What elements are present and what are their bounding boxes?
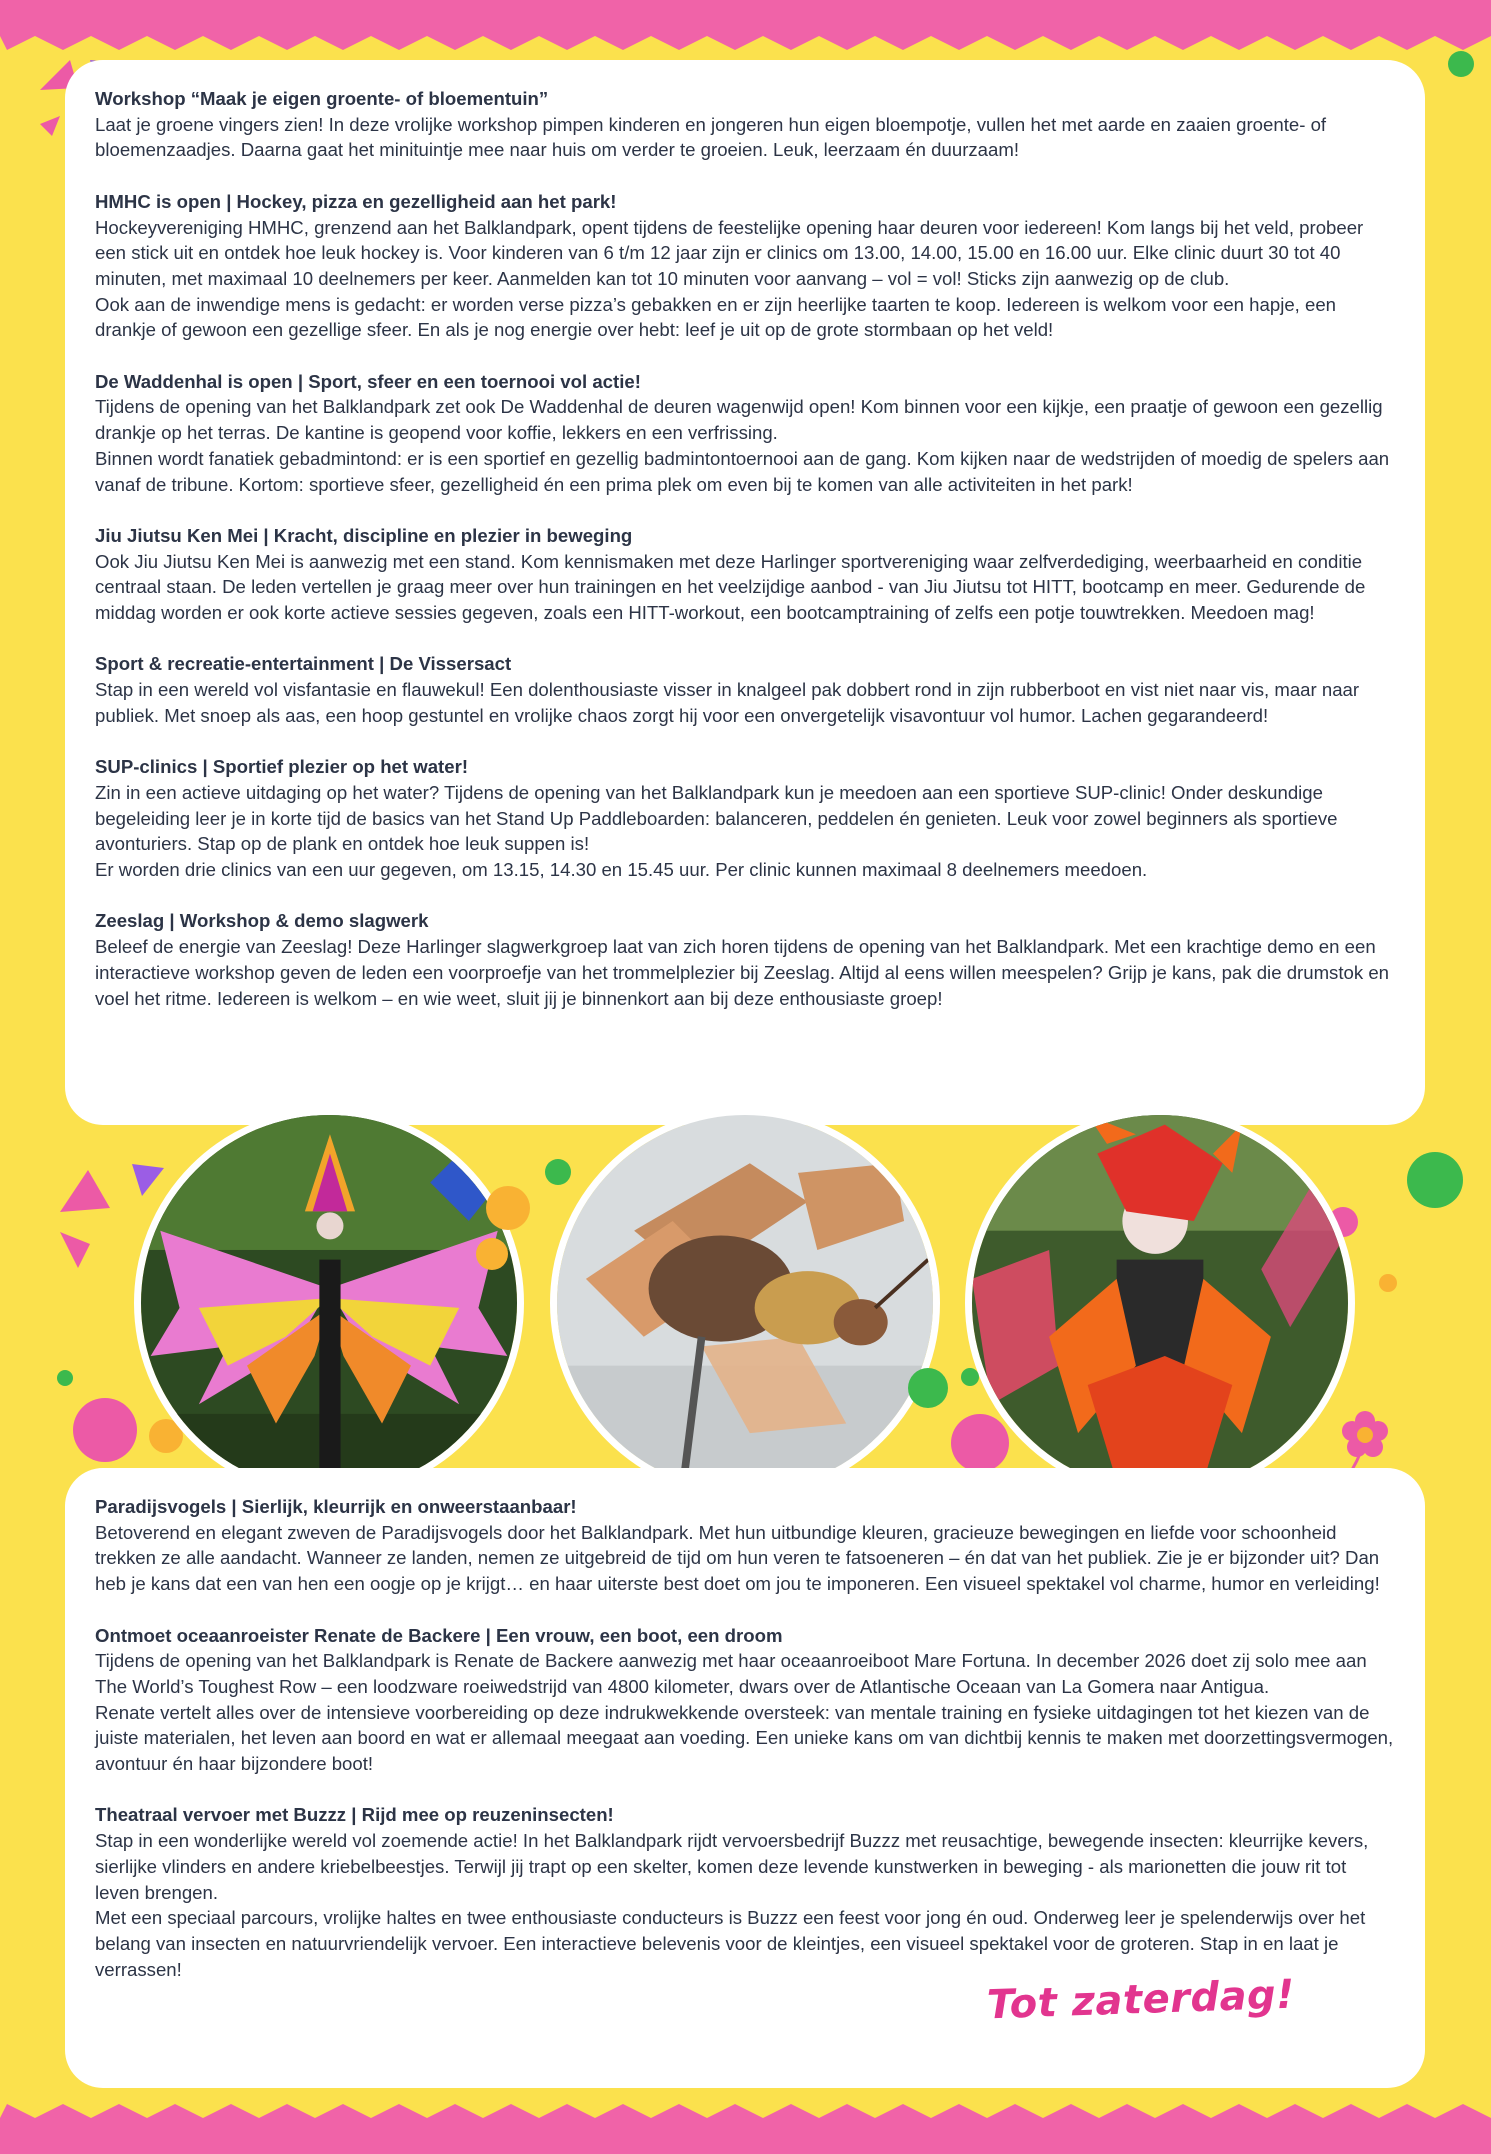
top-zigzag-border [0, 0, 1491, 50]
section-title: Sport & recreatie-entertainment | De Vissersact [95, 653, 512, 675]
section-waddenhal [95, 369, 1395, 498]
section-title: Workshop “Maak je eigen groente- of bloementuin” [95, 88, 549, 109]
section-text: Binnen wordt fanatiek gebadmintond: er is een sportief en gezellig badmintontoernooi aan de gang. Kom kijken naar de wedstrijden of moedig de spelers aan vanaf de tribune. Kortom: sportieve sfeer, gezelligheid én een prima plek om even bij te komen van alle activiteiten in het park! [95, 447, 1390, 495]
section-text: Hockeyvereniging HMHC, grenzend aan het Balklandpark, opent tijdens de feestelijke opening haar deuren voor iedereen! Kom langs bij het veld, probeer een stick uit en ontdek hoe leuk hockey is. Voor kinderen van 6 t/m 12 jaar zijn er clinics om 13.00, 14.00, 15.00 en 16.00 uur. Elke clinic duurt 30 tot 40 minuten, met maximaal 10 deelnemers per keer. Aanmelden kan tot 10 minuten voor aanvang – vol = vol! Sticks zijn aanwezig op de club. [95, 216, 1364, 289]
section-title: Zeeslag | Workshop & demo slagwerk [95, 910, 429, 932]
section-title: De Waddenhal is open | Sport, sfeer en een toernooi vol actie! [95, 370, 641, 392]
bottom-zigzag-border [0, 2104, 1491, 2154]
photo-red-bird [965, 1108, 1355, 1498]
activities-card-bottom [65, 1468, 1425, 2088]
section-text: Ook Jiu Jiutsu Ken Mei is aanwezig met een stand. Kom kennismaken met deze Harlinger sportvereniging waar zelfverdediging, weerbaarheid en conditie centraal staan. De leden vertellen je graag meer over hun trainingen en het veelzijdige aanbod - van Jiu Jiutsu tot HITT, bootcamp en meer. Gedurende de middag worden er ook korte actieve sessies gegeven, zoals een HITT-workout, een bootcamptraining of zelfs een potje touwtrekken. Meedoen mag! [95, 550, 1366, 624]
bird-costume-stilt-performer-photo-icon [141, 1115, 517, 1491]
activities-card-top [65, 60, 1425, 1125]
giant-insect-vehicle-photo-icon [557, 1115, 933, 1491]
closing-tagline: Tot zaterdag! [986, 1971, 1296, 2029]
section-title: Theatraal vervoer met Buzzz | Rijd mee op reuzeninsecten! [95, 1804, 614, 1826]
section-title: Ontmoet oceaanroeister Renate de Backere | Een vrouw, een boot, een droom [95, 1624, 783, 1646]
section-text: Met een speciaal parcours, vrolijke haltes en twee enthousiaste conducteurs is Buzzz een feest voor jong én oud. Onderweg leer je spelenderwijs over het belang van insecten en natuurvriendelijk vervoer. Een interactieve belevenis voor de kleintjes, een visueel spektakel voor de groteren. Stap in en laat je verrassen! [95, 1907, 1366, 1980]
section-text: Laat je groene vingers zien! In deze vrolijke workshop pimpen kinderen en jongeren hun eigen bloempotje, vullen het met aarde en zaaien groente- of bloemenzaadjes. Daarna gaat het minituintje mee naar huis om verder te groeien. Leuk, leerzaam én duurzaam! [95, 113, 1327, 161]
section-renate [95, 1623, 1395, 1777]
section-jiu-jiutsu [95, 523, 1395, 626]
section-text: Stap in een wereld vol visfantasie en flauwekul! Een dolenthousiaste visser in knalgeel pak dobbert rond in zijn rubberboot en vist niet naar vis, maar naar publiek. Met snoep als aas, een hoop gestuntel en vrolijke chaos zorgt hij voor een onvergetelijk visavontuur vol humor. Lachen gegarandeerd! [95, 679, 1360, 726]
red-bird-costume-performer-photo-icon [972, 1115, 1348, 1491]
section-title: Paradijsvogels | Sierlijk, kleurrijk en onweerstaanbaar! [95, 1496, 577, 1517]
section-hmhc [95, 189, 1395, 343]
section-title: Jiu Jiutsu Ken Mei | Kracht, discipline en plezier in beweging [95, 524, 633, 546]
section-text: Zin in een actieve uitdaging op het water? Tijdens de opening van het Balklandpark kun je meedoen aan een sportieve SUP-clinic! Onder deskundige begeleiding leer je in korte tijd de basics van het Stand Up Paddleboarden: balanceren, peddelen én genieten. Leuk voor zowel beginners als sportieve avonturiers. Stap op de plank en ontdek hoe leuk suppen is! [95, 781, 1338, 855]
section-text: Renate vertelt alles over de intensieve voorbereiding op deze indrukwekkende oversteek: van mentale training en fysieke uitdagingen tot het kiezen van de juiste materialen, het leven aan boord en wat er allemaal meegaat aan voeding. Een unieke kans om van dichtbij kennis te maken met doorzettingsvermogen, avontuur én haar bijzondere boot! [95, 1701, 1394, 1775]
section-text: Er worden drie clinics van een uur gegeven, om 13.15, 14.30 en 15.45 uur. Per clinic kunnen maximaal 8 deelnemers meedoen. [95, 859, 1148, 881]
section-text: Tijdens de opening van het Balklandpark zet ook De Waddenhal de deuren wagenwijd open! Kom binnen voor een kijkje, een praatje of gewoon een gezellig drankje op het terras. De kantine is geopend voor koffie, lekkers en een verfrissing. [95, 396, 1383, 444]
section-text: Ook aan de inwendige mens is gedacht: er worden verse pizza’s gebakken en er zijn heerlijke taarten te koop. Iedereen is welkom voor een hapje, een drankje of gewoon een gezellige sfeer. En als je nog energie over hebt: leef je uit op de grote stormbaan op het veld! [95, 293, 1337, 341]
section-text: Beleef de energie van Zeeslag! Deze Harlinger slagwerkgroep laat van zich horen tijdens de opening van het Balklandpark. Met een krachtige demo en een interactieve workshop geven de leden een voorproefje van het trommelplezier bij Zeeslag. Altijd al eens willen meespelen? Grijp je kans, pak die drumstok en voel het ritme. Iedereen is welkom – en wie weet, sluit jij je binnenkort aan bij deze enthousiaste groep! [95, 936, 1390, 1009]
section-workshop-tuin [95, 86, 1395, 163]
photo-insect [550, 1108, 940, 1498]
section-zeeslag [95, 908, 1395, 1011]
photo-stilt-bird [134, 1108, 524, 1498]
section-text: Betoverend en elegant zweven de Paradijsvogels door het Balklandpark. Met hun uitbundige kleuren, gracieuze bewegingen en liefde voor schoonheid trekken ze alle aandacht. Wanneer ze landen, nemen ze uitgebreid de tijd om hun veren te fatsoeneren – én dat van het publiek. Zie je er bijzonder uit? Dan heb je kans dat een van hen een oogje op je krijgt… en haar uiterste best doet om jou te imponeren. Een visueel spektakel vol charme, humor en verleiding! [95, 1521, 1380, 1595]
section-sup-clinics [95, 754, 1395, 883]
dots-decoration-icon [470, 1150, 580, 1270]
section-text: Stap in een wonderlijke wereld vol zoemende actie! In het Balklandpark rijdt vervoersbedrijf Buzzz met reusachtige, bewegende insecten: kleurrijke kevers, sierlijke vlinders en andere kriebelbeestjes. Terwijl jij trapt op een skelter, komen deze levende kunstwerken in beweging - als marionetten die jouw rit tot leven brengen. [95, 1830, 1369, 1903]
section-paradijsvogels [95, 1494, 1395, 1597]
section-vissersact [95, 651, 1395, 728]
section-text: Tijdens de opening van het Balklandpark is Renate de Backere aanwezig met haar oceaanroeiboot Mare Fortuna. In december 2026 doet zij solo mee aan The World’s Toughest Row – een loodzware roeiwedstrijd van 4800 kilometer, dwars over de Atlantische Oceaan van La Gomera naar Antigua. [95, 1650, 1367, 1697]
dots-decoration-icon [900, 1355, 1020, 1475]
section-buzzz [95, 1802, 1395, 1982]
section-title: SUP-clinics | Sportief plezier op het water! [95, 756, 469, 778]
section-title: HMHC is open | Hockey, pizza en gezelligheid aan het park! [95, 190, 617, 212]
